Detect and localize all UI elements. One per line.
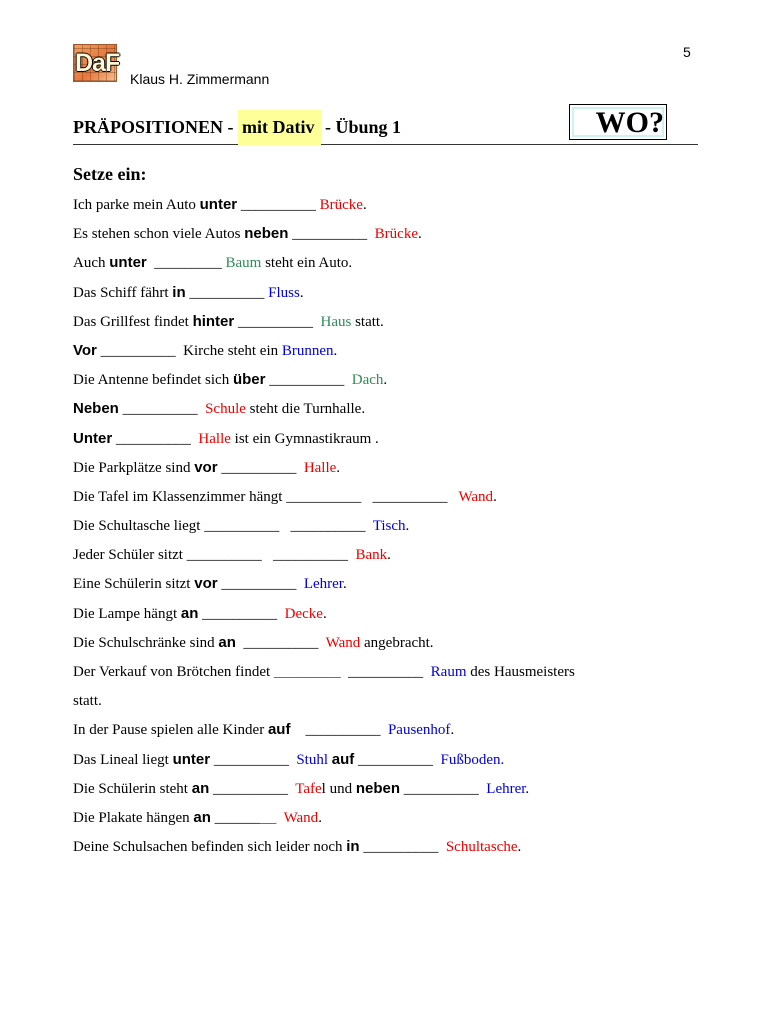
line-text: __________	[235, 634, 326, 651]
line-text: __________	[185, 284, 269, 301]
line-text: Die Plakate hängen	[73, 809, 194, 826]
exercise-line	[73, 749, 693, 778]
line-text: .	[383, 372, 388, 389]
exercise-line	[73, 486, 693, 515]
logo-text: DaF	[75, 49, 120, 77]
preposition: auf	[267, 721, 291, 739]
exercise-line	[73, 398, 693, 427]
exercise-line	[73, 282, 693, 311]
noun-gender-word: Haus	[320, 313, 352, 330]
line-text: __________ Kirche steht ein	[96, 342, 282, 359]
line-text: Es stehen schon viele Autos	[73, 226, 245, 243]
line-text: .	[405, 518, 410, 535]
noun-gender-word: Brunnen	[281, 342, 334, 359]
line-text: Die Parkplätze sind	[73, 459, 195, 476]
title-row	[73, 104, 698, 145]
noun-gender-word: Halle	[198, 430, 231, 447]
line-text: Ich parke mein Auto	[73, 197, 200, 213]
line-text: __________	[209, 780, 296, 797]
exercise-line	[73, 807, 693, 836]
exercise-line	[73, 778, 693, 807]
line-text: .	[493, 488, 497, 505]
line-text: Die Schulschränke sind	[73, 634, 219, 651]
preposition: unter	[199, 196, 238, 213]
preposition: hinter	[192, 312, 235, 330]
exercise-line	[73, 457, 693, 486]
line-text: __________	[354, 751, 441, 768]
noun-gender-word: Fluss	[268, 284, 300, 301]
line-text: __________	[288, 226, 375, 243]
preposition: unter	[172, 750, 211, 768]
exercise-line	[73, 573, 693, 602]
exercise-line	[73, 223, 693, 252]
line-text: __________	[265, 372, 352, 389]
noun-gender-word: Pausenhof	[387, 722, 451, 739]
exercise-line	[73, 719, 693, 748]
line-text: Deine Schulsachen befinden sich leider noch	[73, 839, 347, 856]
exercise-line	[73, 428, 693, 457]
noun-gender-word: Stuhl	[296, 751, 328, 768]
line-text: .	[517, 839, 522, 856]
daf-logo	[73, 44, 120, 82]
noun-gender-word: Baum	[225, 255, 262, 272]
line-text	[276, 810, 283, 826]
noun-gender-word: Schule	[205, 401, 246, 418]
line-text: .	[450, 722, 455, 739]
line-text: Jeder Schüler sitzt __________ __________	[73, 547, 356, 564]
author-name: Klaus H. Zimmermann	[130, 71, 270, 87]
line-text: .	[362, 197, 367, 213]
exercise-lines	[73, 194, 693, 865]
preposition: in	[346, 838, 360, 856]
exercise-line	[73, 311, 693, 340]
line-text: _________	[146, 255, 226, 272]
preposition: auf	[331, 750, 355, 768]
line-text: angebracht.	[360, 634, 434, 651]
exercise-line	[73, 340, 693, 369]
noun-gender-word: Lehrer	[303, 576, 343, 593]
line-text: .	[299, 284, 304, 301]
line-text: __________	[217, 459, 304, 476]
line-text: Das Lineal liegt	[73, 751, 173, 768]
noun-gender-word: Fußboden.	[440, 751, 505, 768]
line-text: In der Pause spielen alle Kinder	[73, 722, 268, 739]
preposition: in	[172, 283, 186, 301]
noun-gender-word: Brücke	[374, 226, 418, 243]
exercise-line	[73, 369, 693, 398]
line-text: Die Schülerin steht	[73, 780, 192, 797]
exercise-line	[73, 515, 693, 544]
line-text: .	[418, 226, 422, 243]
noun-gender-word: Tafe	[295, 780, 322, 797]
noun-gender-word: Wand	[325, 634, 361, 651]
line-text: .	[525, 780, 530, 797]
noun-gender-word: Dach	[351, 372, 384, 389]
line-text: .	[322, 605, 327, 622]
preposition: an	[218, 633, 236, 651]
line-text: __________	[217, 576, 304, 593]
line-text: l und	[321, 780, 356, 797]
noun-gender-word: Schultasche	[445, 839, 518, 856]
line-text: .	[387, 547, 391, 564]
exercise-line	[73, 194, 693, 223]
preposition: Neben	[73, 400, 119, 418]
preposition: neben	[244, 225, 289, 243]
preposition: an	[191, 779, 210, 797]
exercise-line	[73, 632, 693, 661]
exercise-line	[73, 661, 693, 690]
line-text: .	[333, 342, 338, 359]
line-text: __________	[237, 197, 320, 213]
line-text: __________	[359, 839, 446, 856]
line-text: Die Schultasche liegt __________ __________	[73, 518, 373, 535]
line-text: statt.	[351, 313, 384, 330]
exercise-line	[73, 544, 693, 573]
line-text: steht ein Auto.	[261, 255, 353, 272]
line-text: __________	[198, 605, 285, 622]
noun-gender-word: Wand	[458, 488, 494, 505]
line-text: Eine Schülerin sitzt	[73, 576, 195, 593]
preposition: vor	[194, 458, 218, 476]
line-text: ist ein Gymnastikraum .	[230, 430, 379, 447]
line-text: Die Tafel im Klassenzimmer hängt __________ __________	[73, 488, 459, 505]
line-text: __________	[118, 401, 206, 418]
exercise-line	[73, 252, 693, 281]
noun-gender-word: Halle	[303, 459, 337, 476]
line-text: ______	[210, 809, 260, 826]
preposition: an	[180, 604, 199, 622]
line-text: steht die Turnhalle.	[245, 401, 366, 418]
preposition: an	[193, 808, 211, 826]
line-text: __________	[290, 722, 388, 739]
page-title	[73, 117, 401, 138]
line-text: Die Antenne befindet sich	[73, 372, 233, 389]
line-text: .	[342, 576, 347, 593]
preposition: unter	[109, 254, 147, 272]
line-text: __________	[210, 751, 297, 768]
preposition: Unter	[73, 429, 113, 447]
page-number: 5	[683, 44, 691, 60]
title-highlight: mit Dativ	[238, 110, 320, 145]
line-text: Das Grillfest findet	[73, 313, 193, 330]
line-text: __________	[400, 780, 487, 797]
line-text: .	[318, 809, 322, 826]
noun-gender-word: Brücke	[319, 197, 363, 213]
line-text: __________	[234, 313, 321, 330]
preposition: neben	[355, 779, 401, 797]
noun-gender-word: Raum	[430, 664, 467, 680]
line-text: Auch	[73, 255, 110, 272]
line-text: Der Verkauf von Brötchen findet	[73, 664, 274, 680]
preposition: ________	[273, 663, 341, 680]
title-part2: - Übung 1	[325, 117, 402, 137]
noun-gender-word: Tisch	[372, 518, 406, 535]
noun-gender-word: Bank	[355, 547, 388, 564]
line-text: __________	[340, 664, 431, 680]
noun-gender-word: Wand	[283, 809, 319, 826]
preposition: __	[259, 808, 277, 826]
preposition: Vor	[73, 341, 97, 359]
line-text: Die Lampe hängt	[73, 605, 181, 622]
exercise-line	[73, 690, 693, 719]
preposition: vor	[194, 575, 218, 593]
exercise-line	[73, 603, 693, 632]
exercise-line	[73, 836, 693, 865]
wo-box	[569, 104, 667, 140]
noun-gender-word: Lehrer	[486, 780, 526, 797]
line-text: Das Schiff fährt	[73, 284, 173, 301]
line-text: __________	[112, 430, 199, 447]
wo-label: WO?	[595, 106, 664, 139]
line-text: des Hausmeisters	[466, 664, 575, 680]
noun-gender-word: Decke	[284, 605, 323, 622]
title-part1: PRÄPOSITIONEN -	[73, 117, 239, 137]
exercise-instruction: Setze ein:	[73, 164, 147, 184]
preposition: über	[232, 371, 266, 389]
line-text: statt.	[73, 693, 102, 710]
line-text: .	[336, 459, 341, 476]
